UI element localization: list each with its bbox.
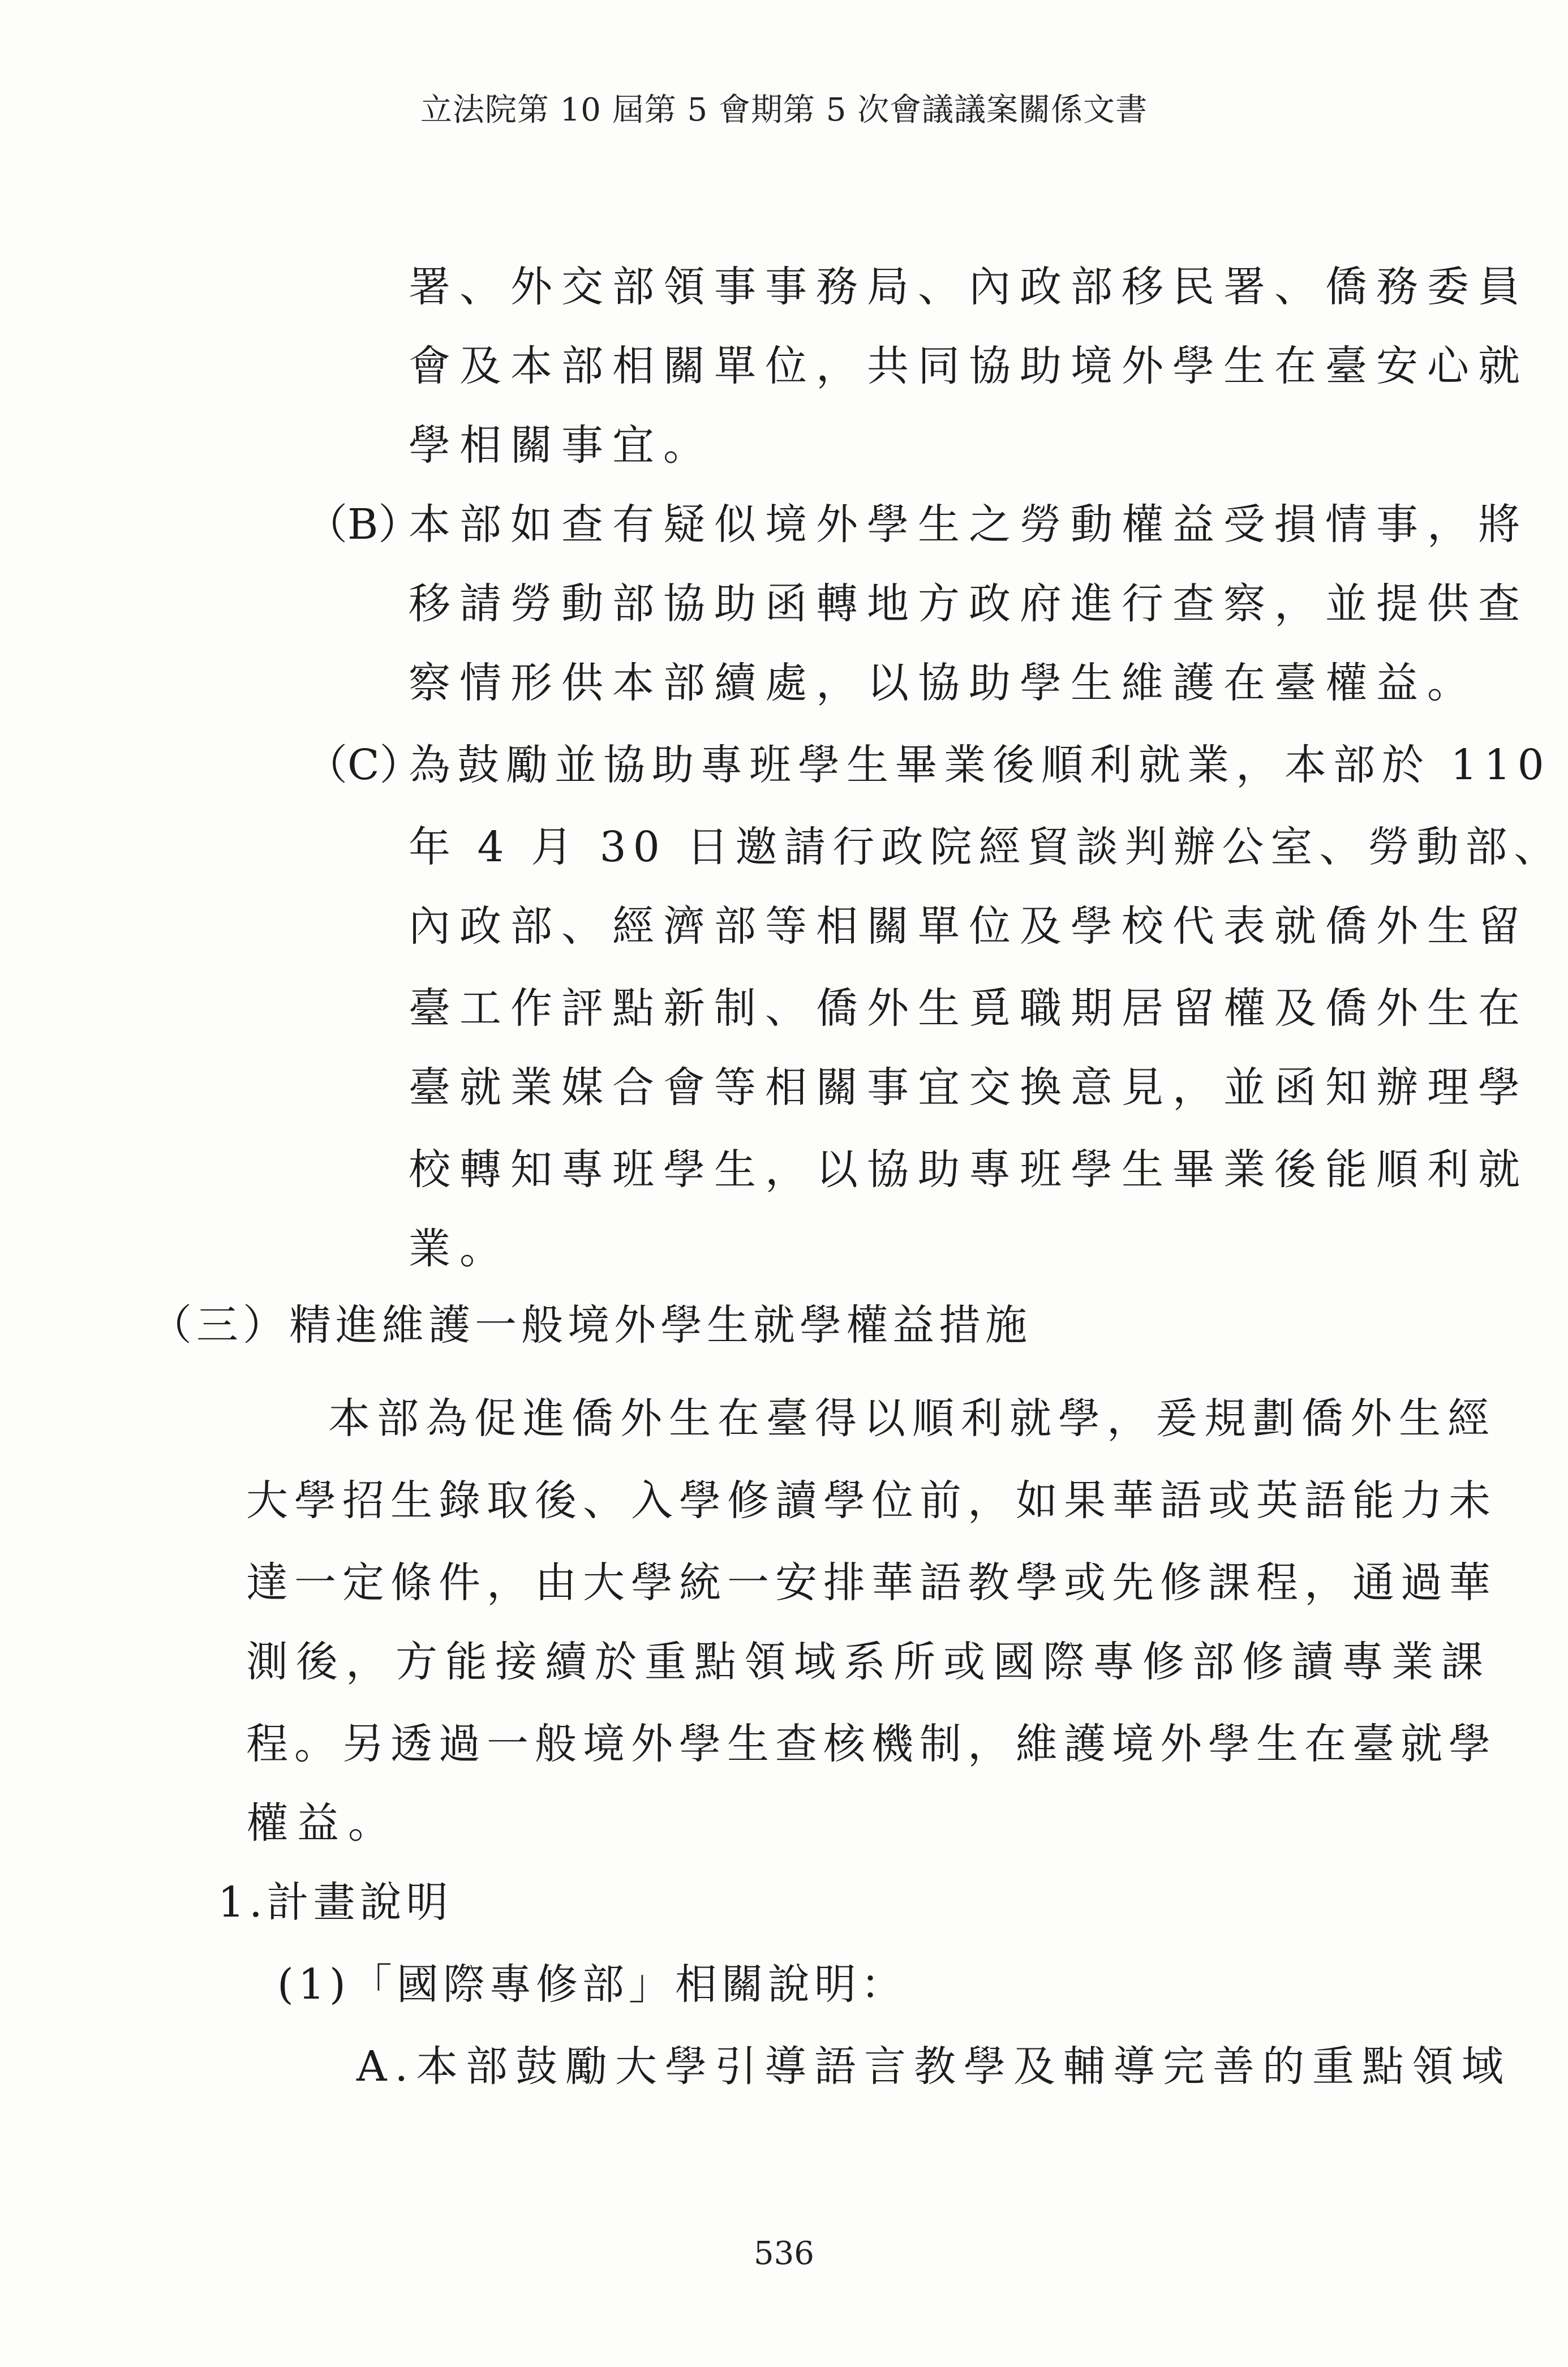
section-three-heading: （三）精進維護一般境外學生就學權益措施 [150, 1301, 1032, 1350]
item-c-line: 內政部、經濟部等相關單位及學校代表就僑外生留 [409, 902, 1529, 951]
section-three-paragraph-line: 程。另透過一般境外學生查核機制，維護境外學生在臺就學 [246, 1720, 1497, 1768]
item-c-line: 業。 [409, 1225, 510, 1273]
continuation-line: 會及本部相關單位，共同協助境外學生在臺安心就 [409, 342, 1529, 390]
item-b-line: 移請勞動部協助函轉地方政府進行查察，並提供查 [409, 579, 1529, 628]
continuation-line: 學相關事宜。 [409, 421, 714, 470]
item-c-label: （C） [306, 741, 422, 789]
continuation-line: 署、外交部領事事務局、內政部移民署、僑務委員 [409, 263, 1529, 311]
item-c-line: 臺就業媒合會等相關事宜交換意見，並函知辦理學 [409, 1063, 1529, 1112]
item-c-line: 臺工作評點新制、僑外生覓職期居留權及僑外生在 [409, 984, 1529, 1033]
item-c-line: 年 4 月 30 日邀請行政院經貿談判辦公室、勞動部、 [409, 823, 1563, 871]
section-three-paragraph-line: 測後，方能接續於重點領域系所或國際專修部修讀專業課 [246, 1638, 1491, 1686]
plan-item-a: A.本部鼓勵大學引導語言教學及輔導完善的重點領域 [356, 2042, 1511, 2091]
section-three-paragraph-line: 本部為促進僑外生在臺得以順利就學，爰規劃僑外生經 [328, 1394, 1496, 1443]
page-number: 536 [754, 2235, 814, 2272]
item-c-line: 校轉知專班學生，以協助專班學生畢業後能順利就 [409, 1145, 1529, 1194]
item-b-line: 本部如查有疑似境外學生之勞動權益受損情事，將 [409, 500, 1529, 549]
section-three-paragraph-line: 達一定條件，由大學統一安排華語教學或先修課程，通過華 [246, 1558, 1497, 1607]
plan-sub-heading: (1)「國際專修部」相關說明： [277, 1960, 907, 2009]
item-c-line: 為鼓勵並協助專班學生畢業後順利就業，本部於 110 [409, 741, 1551, 789]
item-b-label: （B） [306, 500, 420, 549]
item-b-line: 察情形供本部續處，以協助學生維護在臺權益。 [409, 659, 1478, 707]
section-three-paragraph-line: 權益。 [246, 1799, 399, 1848]
section-three-paragraph-line: 大學招生錄取後、入學修讀學位前，如果華語或英語能力未 [246, 1476, 1497, 1525]
document-header: 立法院第 10 屆第 5 會期第 5 次會議議案關係文書 [420, 92, 1148, 128]
plan-heading: 1.計畫說明 [218, 1878, 453, 1927]
